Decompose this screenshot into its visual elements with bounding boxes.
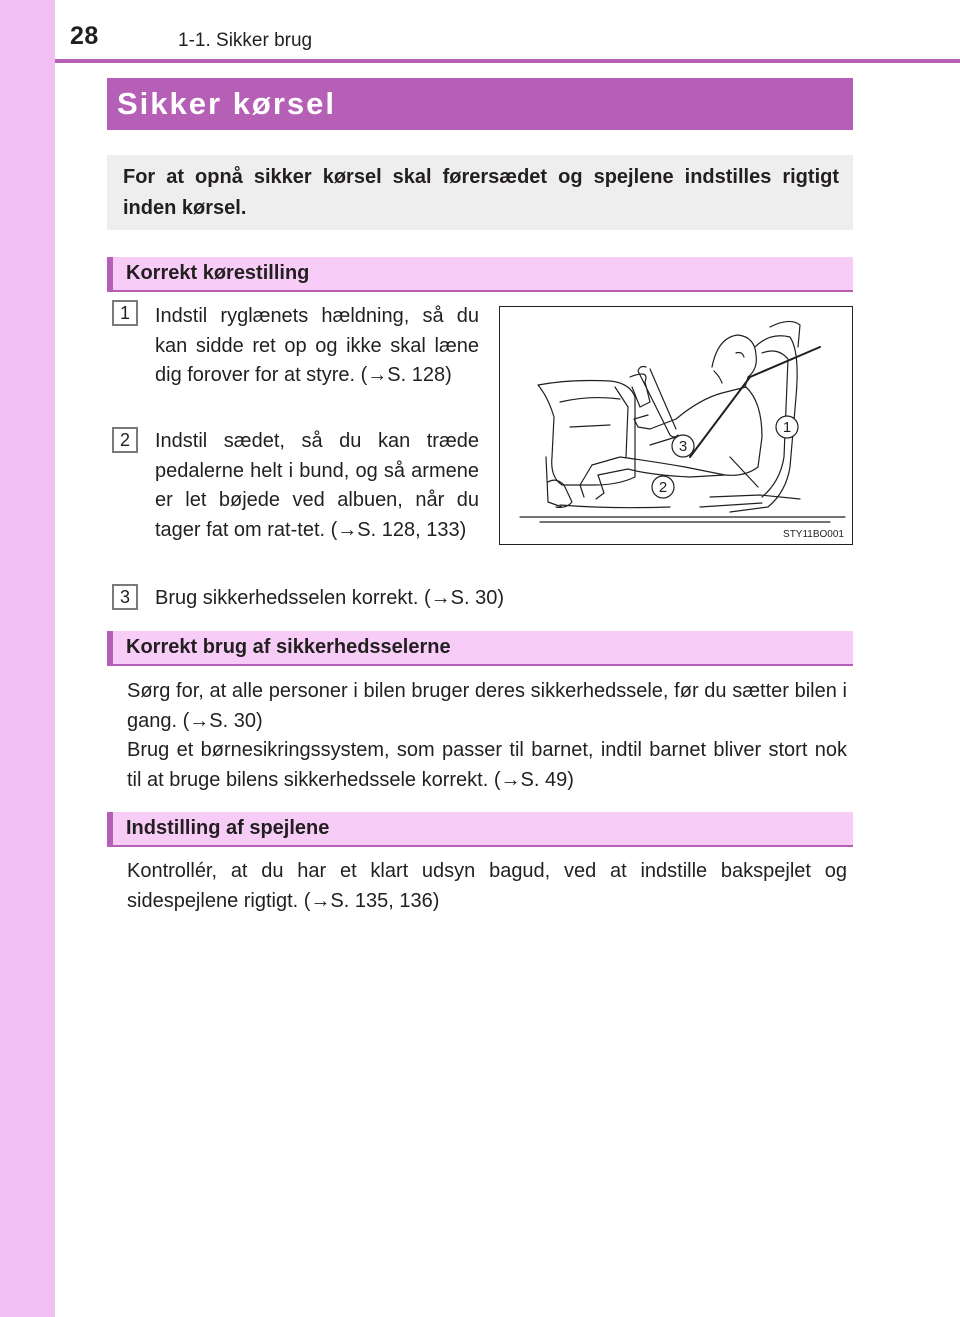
step-number-badge: 2 xyxy=(112,427,138,453)
callout-2 xyxy=(652,476,674,498)
callout-2-label: 2 xyxy=(658,479,668,496)
header-rule xyxy=(55,59,960,63)
page-number: 28 xyxy=(70,22,99,50)
paragraph: Brug et børnesikringssystem, som passer til barnet, indtil barnet bliver stort nok til at bruge bilens sikkerhedssele korrekt. (→S. 49) xyxy=(127,739,847,791)
step-text: Brug sikkerhedsselen korrekt. (→S. 30) xyxy=(155,587,505,609)
subheading-seatbelts: Korrekt brug af sikkerhedsselerne xyxy=(107,631,853,666)
callout-3-label: 3 xyxy=(678,438,688,455)
section-label: 1-1. Sikker brug xyxy=(178,30,313,51)
paragraph: Sørg for, at alle personer i bilen bruger deres sikkerhedssele, før du sætter bilen i gang. (→S. 30) xyxy=(127,680,847,732)
page-title: Sikker kørsel xyxy=(107,78,853,130)
step-text: Indstil sædet, så du kan træde pedalerne helt i bund, og så armene er let bøjede ved albuen, når du tager fat om rat-tet. (→S. 128, 133) xyxy=(155,430,479,541)
step-number-badge: 1 xyxy=(112,300,138,326)
driving-posture-figure xyxy=(499,306,853,545)
intro-text: For at opnå sikker kørsel skal førersædet og spejlene indstilles rigtigt inden kørsel. xyxy=(123,166,839,219)
callout-3 xyxy=(672,435,694,457)
subheading-posture: Korrekt kørestilling xyxy=(107,257,853,292)
callout-1 xyxy=(776,416,798,438)
callout-1-label: 1 xyxy=(782,419,792,436)
paragraph: Kontrollér, at du har et klart udsyn bagud, ved at indstille bakspejlet og sidespejlene rigtigt. (→S. 135, 136) xyxy=(127,860,847,912)
step-text: Indstil ryglænets hældning, så du kan sidde ret op og ikke skal læne dig forover for at styre. (→S. 128) xyxy=(155,305,479,386)
figure-code: STY11BO001 xyxy=(783,529,844,540)
chapter-tab-band xyxy=(0,0,55,1317)
driver-seat-illustration xyxy=(500,307,851,543)
intro-box xyxy=(107,155,853,230)
subheading-mirrors: Indstilling af spejlene xyxy=(107,812,853,847)
step-number-badge: 3 xyxy=(112,584,138,610)
